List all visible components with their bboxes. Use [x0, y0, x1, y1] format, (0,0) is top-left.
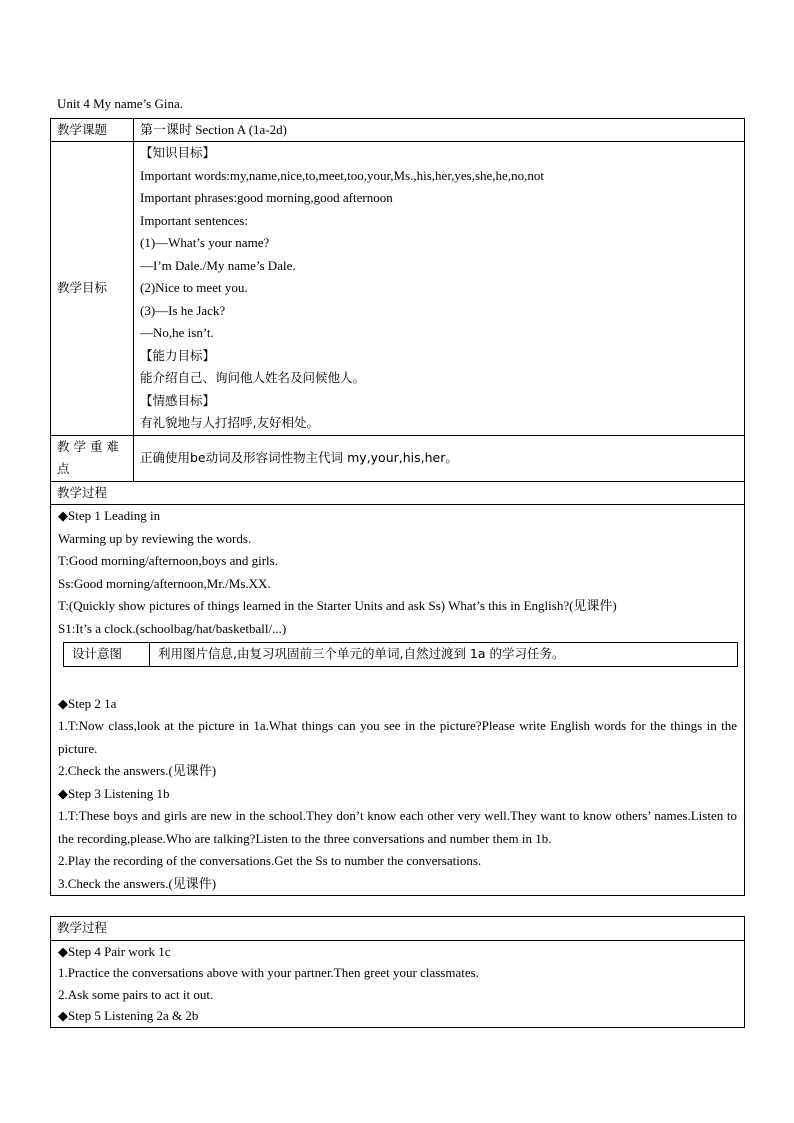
topic-row	[51, 119, 745, 142]
goals-label: 教学目标	[51, 142, 134, 436]
process-line: ◆Step 3 Listening 1b	[58, 785, 170, 801]
process-line: 1.T:Now class,look at the picture in 1a.What things can you see in the picture?Please write English words for the things in the picture.	[58, 718, 737, 756]
goals-line: (1)—What’s your name?	[140, 235, 270, 250]
design-intent-label: 设计意图	[64, 643, 150, 666]
process-line: Ss:Good morning/afternoon,Mr./Ms.XX.	[58, 575, 271, 591]
goals-line: 【情感目标】	[140, 392, 216, 408]
goals-line: Important words:my,name,nice,to,meet,too,your,Ms.,his,her,yes,she,he,no,not	[140, 167, 544, 183]
process-content-2	[51, 940, 745, 1027]
process-header-row	[51, 481, 745, 505]
goals-line: (3)—Is he Jack?	[140, 302, 226, 318]
process-continued-table	[50, 916, 745, 1028]
goals-line: 能介绍自己、询问他人姓名及问候他人。	[140, 370, 366, 385]
goals-line: —No,he isn’t.	[140, 325, 214, 340]
process-line: ◆Step 1 Leading in	[58, 508, 161, 523]
process-line: T:(Quickly show pictures of things learned in the Starter Units and ask Ss) What’s this in English?(见课件)	[58, 598, 617, 613]
goals-row	[51, 142, 745, 436]
process-line: ◆Step 5 Listening 2a & 2b	[58, 1008, 199, 1023]
goals-line: 有礼貌地与人打招呼,友好相处。	[140, 415, 319, 430]
process-line: 3.Check the answers.(见课件)	[58, 875, 217, 891]
goals-line: Important sentences:	[140, 212, 248, 228]
process-label-2: 教学过程	[51, 917, 745, 941]
goals-line: —I’m Dale./My name’s Dale.	[140, 257, 296, 273]
process-line: Warming up by reviewing the words.	[58, 530, 252, 546]
process-line: 1.Practice the conversations above with your partner.Then greet your classmates.	[58, 965, 479, 980]
process-line: ◆Step 4 Pair work 1c	[58, 943, 171, 959]
topic-label: 教学课题	[51, 119, 134, 142]
process-line: ◆Step 2 1a	[58, 695, 117, 711]
goals-content	[134, 142, 745, 436]
lesson-plan-table	[50, 118, 745, 896]
goals-line: (2)Nice to meet you.	[140, 280, 248, 295]
process-line: T:Good morning/afternoon,boys and girls.	[58, 553, 278, 568]
process-line: 1.T:These boys and girls are new in the school.They don’t know each other very well.They want to know others’ names.Listen to the recording,please.Who are talking?Listen to the three conversations and number them in 1b.	[58, 808, 737, 846]
goals-line: 【能力目标】	[140, 347, 216, 363]
process-content	[51, 505, 745, 896]
topic-value: 第一课时 Section A (1a-2d)	[134, 119, 745, 142]
process-line: 2.Check the answers.(见课件)	[58, 763, 217, 778]
process-row	[51, 505, 745, 896]
design-intent-box	[63, 642, 738, 667]
goals-line: 【知识目标】	[140, 145, 216, 160]
process-header-row-2	[51, 917, 745, 941]
key-points-value: 正确使用be动词及形容词性物主代词 my,your,his,her。	[134, 435, 745, 481]
document-title: Unit 4 My name’s Gina.	[57, 96, 184, 111]
process-line: 2.Play the recording of the conversations.Get the Ss to number the conversations.	[58, 853, 482, 868]
process-label: 教学过程	[51, 481, 745, 505]
key-points-row	[51, 435, 745, 481]
process-line: 2.Ask some pairs to act it out.	[58, 986, 214, 1002]
design-intent-value: 利用图片信息,由复习巩固前三个单元的单词,自然过渡到 1a 的学习任务。	[158, 646, 565, 661]
spacer	[58, 671, 737, 693]
process-line: S1:It’s a clock.(schoolbag/hat/basketball/...)	[58, 620, 287, 636]
key-points-label: 教 学 重 难点	[51, 435, 134, 481]
process-row-2	[51, 940, 745, 1027]
goals-line: Important phrases:good morning,good afternoon	[140, 190, 393, 205]
